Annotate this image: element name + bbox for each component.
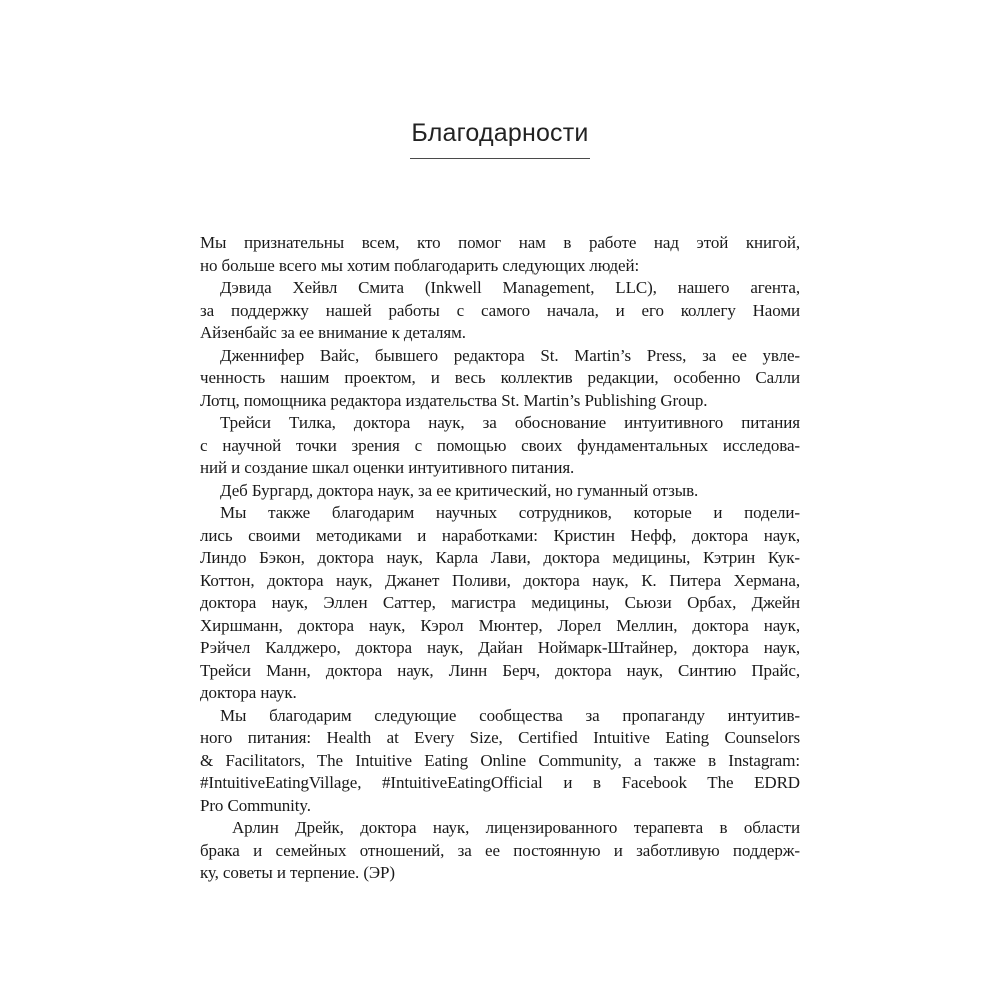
text-line: ченность нашим проектом, и весь коллектив редакции, особенно Салли [200, 368, 800, 387]
paragraph [200, 412, 800, 480]
paragraph [200, 480, 800, 503]
text-line: Дэвида Хейвл Смита (Inkwell Management, LLC), нашего агента, [220, 278, 800, 297]
text-line: Рэйчел Калджеро, доктора наук, Дайан Ноймарк-Штайнер, доктора наук, [200, 638, 800, 657]
paragraph [200, 705, 800, 818]
text-line: доктора наук, Эллен Саттер, магистра медицины, Сьюзи Орбах, Джейн [200, 593, 800, 612]
paragraph [200, 232, 800, 277]
text-line: Мы также благодарим научных сотрудников, которые и подели- [220, 503, 800, 522]
text-line: #IntuitiveEatingVillage, #IntuitiveEatingOfficial и в Facebook The EDRD [200, 773, 800, 792]
text-line: Трейси Манн, доктора наук, Линн Берч, доктора наук, Синтию Прайс, [200, 660, 800, 680]
text-line: брака и семейных отношений, за ее постоянную и заботливую поддерж- [200, 840, 800, 860]
text-line: доктора наук. [200, 683, 297, 702]
text-line: за поддержку нашей работы с самого начала, и его коллегу Наоми [200, 300, 800, 320]
text-line: ний и создание шкал оценки интуитивного питания. [200, 458, 575, 477]
text-line: лись своими методиками и наработками: Кристин Нефф, доктора наук, [200, 525, 800, 545]
paragraph [200, 817, 800, 885]
text-line: но больше всего мы хотим поблагодарить следующих людей: [200, 255, 640, 275]
text-line: с научной точки зрения с помощью своих фундаментальных исследова- [200, 435, 800, 455]
text-line: ного питания: Health at Every Size, Certified Intuitive Eating Counselors [200, 728, 800, 747]
page-title: Благодарности [411, 119, 589, 147]
text-line: Мы благодарим следующие сообщества за пропаганду интуитив- [220, 705, 800, 725]
text-line: Лотц, помощника редактора издательства St. Martin’s Publishing Group. [200, 390, 708, 410]
text-line: ку, советы и терпение. (ЭР) [200, 863, 395, 882]
text-line: Айзенбайс за ее внимание к деталям. [200, 323, 466, 342]
text-line: Мы признательны всем, кто помог нам в работе над этой книгой, [200, 233, 800, 252]
paragraph [200, 502, 800, 705]
title-underline-divider [410, 158, 590, 159]
text-line: & Facilitators, The Intuitive Eating Online Community, а также в Instagram: [200, 750, 800, 770]
text-line: Коттон, доктора наук, Джанет Поливи, доктора наук, К. Питера Хермана, [200, 570, 800, 590]
text-line: Хиршманн, доктора наук, Кэрол Мюнтер, Лорел Меллин, доктора наук, [200, 615, 800, 635]
text-line: Трейси Тилка, доктора наук, за обоснование интуитивного питания [220, 413, 800, 432]
acknowledgements-text [200, 232, 800, 885]
paragraph [200, 345, 800, 413]
text-line: Деб Бургард, доктора наук, за ее критический, но гуманный отзыв. [220, 480, 699, 500]
text-line: Pro Community. [200, 795, 311, 815]
text-line: Линдо Бэкон, доктора наук, Карла Лави, доктора медицины, Кэтрин Кук- [200, 548, 800, 567]
text-line: Дженнифер Вайс, бывшего редактора St. Martin’s Press, за ее увле- [220, 345, 800, 365]
paragraph [200, 277, 800, 345]
text-line: Арлин Дрейк, доктора наук, лицензированного терапевта в области [232, 818, 800, 837]
